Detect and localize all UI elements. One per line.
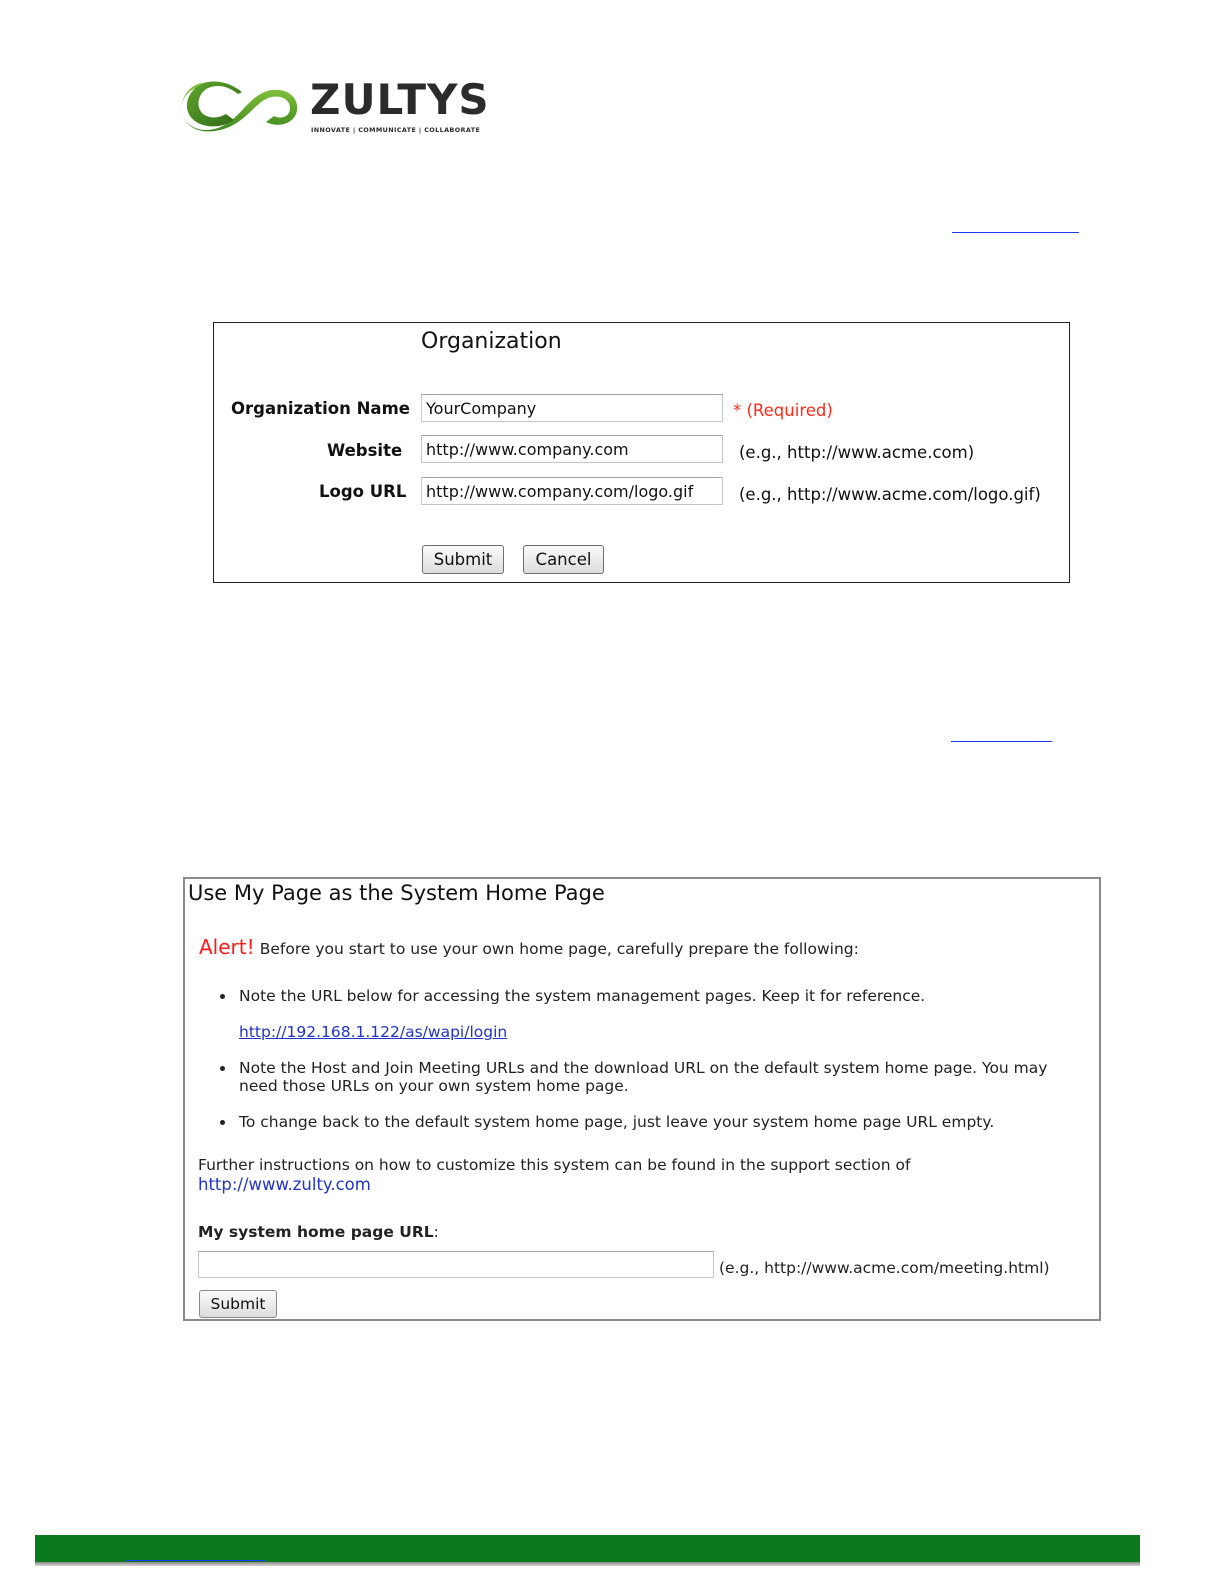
submit-button[interactable]: Submit <box>422 545 504 574</box>
logo-url-label: Logo URL <box>319 482 407 501</box>
bullet-text: Note the URL below for accessing the system management pages. Keep it for reference. <box>239 987 926 1005</box>
further-instructions <box>198 1155 910 1195</box>
website-label: Website <box>327 441 403 460</box>
system-management-login-link[interactable]: http://192.168.1.122/as/wapi/login <box>239 1023 508 1041</box>
logo-url-example-hint: (e.g., http://www.acme.com/logo.gif) <box>739 485 1041 504</box>
zultys-logo <box>178 72 518 142</box>
footer-link-underline[interactable] <box>125 1560 265 1561</box>
document-link-underline[interactable] <box>951 741 1052 742</box>
bullet-text: Note the Host and Join Meeting URLs and the download URL on the default system home page. You may <box>239 1059 1048 1077</box>
home-page-url-example-hint: (e.g., http://www.acme.com/meeting.html) <box>719 1259 1050 1277</box>
bullet-text-continued: need those URLs on your own system home page. <box>239 1077 629 1095</box>
footer-bar-shadow <box>35 1562 1140 1566</box>
document-link-underline[interactable] <box>952 232 1079 233</box>
infinity-swoosh-icon <box>178 74 306 140</box>
required-marker: * (Required) <box>733 401 833 420</box>
alert-text: Before you start to use your own home page, carefully prepare the following: <box>259 940 859 958</box>
footer-bar <box>35 1535 1140 1562</box>
bullet-icon <box>220 1066 225 1071</box>
home-page-url-input[interactable] <box>198 1251 714 1278</box>
bullet-text: To change back to the default system home page, just leave your system home page URL empty. <box>239 1113 995 1131</box>
organization-form-title: Organization <box>421 329 562 354</box>
home-page-form <box>183 877 1101 1321</box>
logo-tagline: INNOVATE | COMMUNICATE | COLLABORATE <box>311 126 481 134</box>
organization-form <box>213 322 1070 583</box>
cancel-button[interactable]: Cancel <box>523 545 604 574</box>
organization-name-input[interactable]: YourCompany <box>421 394 723 422</box>
website-input[interactable]: http://www.company.com <box>421 435 723 463</box>
alert-message <box>199 935 859 959</box>
home-page-submit-button[interactable]: Submit <box>199 1290 277 1318</box>
logo-wordmark: ZULTYS <box>310 75 490 124</box>
home-page-url-label-text: My system home page URL <box>198 1223 434 1241</box>
bullet-icon <box>220 1120 225 1125</box>
website-example-hint: (e.g., http://www.acme.com) <box>739 443 975 462</box>
organization-name-label: Organization Name <box>231 399 410 418</box>
alert-label: Alert! <box>199 935 255 959</box>
further-instructions-text: Further instructions on how to customize this system can be found in the support section of <box>198 1156 911 1174</box>
bullet-icon <box>220 994 225 999</box>
home-page-form-title: Use My Page as the System Home Page <box>188 881 605 905</box>
zultys-website-link[interactable]: http://www.zulty.com <box>198 1175 371 1194</box>
home-page-url-label-colon: : <box>433 1223 439 1241</box>
home-page-url-label <box>198 1223 439 1241</box>
logo-url-input[interactable]: http://www.company.com/logo.gif <box>421 477 723 505</box>
